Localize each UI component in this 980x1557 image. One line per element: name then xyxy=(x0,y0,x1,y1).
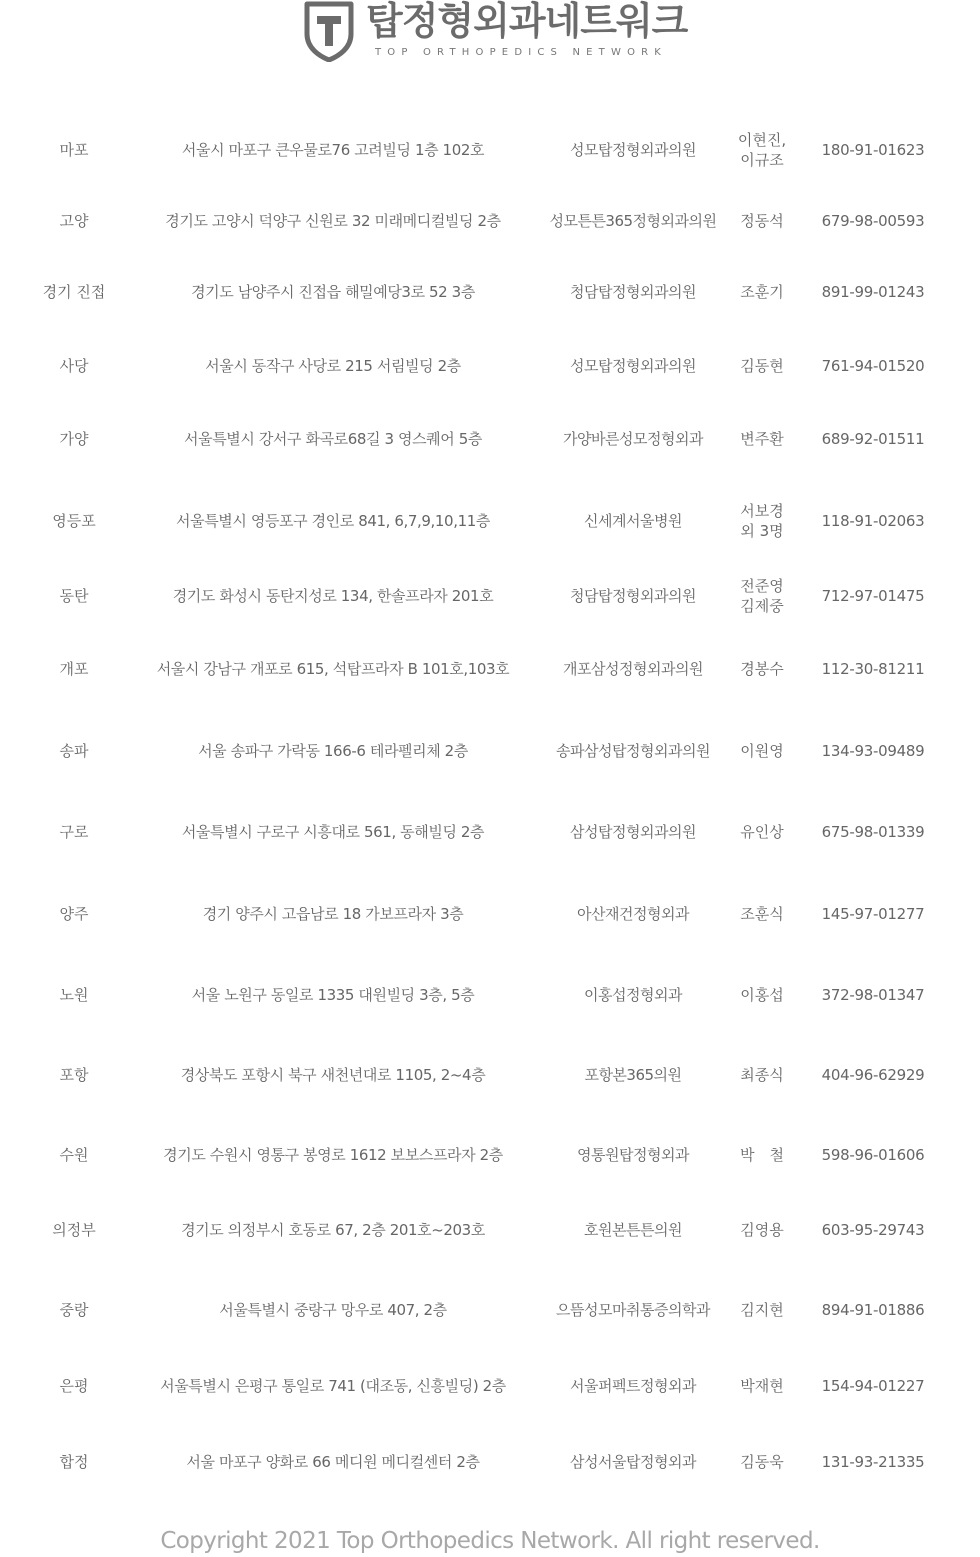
clinic-name-cell: 송파삼성탑정형외과의원 xyxy=(556,742,710,760)
region-cell: 고양 xyxy=(59,212,89,230)
registration-number-cell: 712-97-01475 xyxy=(821,587,925,605)
doctor-cell: 이현진, 이규조 xyxy=(737,131,787,169)
region-cell: 은평 xyxy=(59,1377,89,1395)
region-cell: 송파 xyxy=(59,742,89,760)
region-cell: 마포 xyxy=(59,141,89,159)
address-cell: 경기도 수원시 영통구 봉영로 1612 보보스프라자 2층 xyxy=(163,1146,503,1164)
clinic-name-cell: 성모탑정형외과의원 xyxy=(570,141,696,159)
region-cell: 가양 xyxy=(59,430,89,448)
address-cell: 경기도 화성시 동탄지성로 134, 한솔프라자 201호 xyxy=(172,587,494,605)
doctor-cell: 전준영 김제중 xyxy=(740,577,784,615)
clinic-name-cell: 이홍섭정형외과 xyxy=(584,986,682,1004)
registration-number-cell: 598-96-01606 xyxy=(821,1146,925,1164)
clinic-name-cell: 성모탑정형외과의원 xyxy=(570,357,696,375)
registration-number-cell: 675-98-01339 xyxy=(821,823,925,841)
region-cell: 사당 xyxy=(59,357,89,375)
doctor-cell: 박 철 xyxy=(740,1146,784,1164)
clinic-name-cell: 아산재건정형외과 xyxy=(577,905,689,923)
doctor-cell: 김영용 xyxy=(740,1221,784,1239)
address-cell: 서울특별시 중랑구 망우로 407, 2층 xyxy=(219,1301,447,1319)
site-header xyxy=(0,0,980,64)
region-cell: 합정 xyxy=(59,1453,89,1471)
registration-number-cell: 689-92-01511 xyxy=(821,430,925,448)
region-cell: 의정부 xyxy=(52,1221,96,1239)
address-cell: 서울특별시 은평구 통일로 741 (대조동, 신흥빌딩) 2층 xyxy=(160,1377,506,1395)
doctor-cell: 이홍섭 xyxy=(740,986,784,1004)
brand-subtitle: TOP ORTHOPEDICS NETWORK xyxy=(375,47,668,58)
clinic-name-cell: 으뜸성모마취통증의학과 xyxy=(556,1301,710,1319)
doctor-cell: 이원영 xyxy=(740,742,784,760)
address-cell: 경기도 남양주시 진접읍 해밀예당3로 52 3층 xyxy=(191,283,475,301)
address-cell: 서울 노원구 동일로 1335 대원빌딩 3층, 5층 xyxy=(191,986,475,1004)
clinic-name-cell: 삼성서울탑정형외과 xyxy=(570,1453,696,1471)
region-cell: 개포 xyxy=(59,660,89,678)
doctor-cell: 유인상 xyxy=(740,823,784,841)
registration-number-cell: 679-98-00593 xyxy=(821,212,925,230)
address-cell: 서울 송파구 가락동 166-6 테라펠리체 2층 xyxy=(198,742,468,760)
doctor-cell: 김동현 xyxy=(740,357,784,375)
doctor-cell: 김지현 xyxy=(740,1301,784,1319)
region-cell: 양주 xyxy=(59,905,89,923)
registration-number-cell: 145-97-01277 xyxy=(821,905,925,923)
address-cell: 서울특별시 영등포구 경인로 841, 6,7,9,10,11층 xyxy=(176,512,490,530)
clinic-name-cell: 성모튼튼365정형외과의원 xyxy=(549,212,717,230)
clinic-name-cell: 호원본튼튼의원 xyxy=(584,1221,682,1239)
brand-title: 탑정형외과네트워크 xyxy=(366,0,688,43)
address-cell: 서울시 마포구 큰우물로76 고려빌딩 1층 102호 xyxy=(181,141,485,159)
registration-number-cell: 134-93-09489 xyxy=(821,742,925,760)
address-cell: 서울 마포구 양화로 66 메디원 메디컬센터 2층 xyxy=(186,1453,480,1471)
address-cell: 서울시 동작구 사당로 215 서림빌딩 2층 xyxy=(205,357,461,375)
registration-number-cell: 118-91-02063 xyxy=(821,512,925,530)
doctor-cell: 조훈기 xyxy=(740,283,784,301)
doctor-cell: 김동욱 xyxy=(740,1453,784,1471)
address-cell: 경기도 의정부시 호동로 67, 2층 201호~203호 xyxy=(181,1221,485,1239)
clinic-name-cell: 개포삼성정형외과의원 xyxy=(563,660,703,678)
registration-number-cell: 131-93-21335 xyxy=(821,1453,925,1471)
address-cell: 서울특별시 구로구 시흥대로 561, 동해빌딩 2층 xyxy=(181,823,485,841)
registration-number-cell: 154-94-01227 xyxy=(821,1377,925,1395)
region-cell: 구로 xyxy=(59,823,89,841)
address-cell: 서울시 강남구 개포로 615, 석탑프라자 B 101호,103호 xyxy=(156,660,510,678)
registration-number-cell: 894-91-01886 xyxy=(821,1301,925,1319)
registration-number-cell: 180-91-01623 xyxy=(821,141,925,159)
shield-t-icon xyxy=(303,0,355,62)
region-cell: 노원 xyxy=(59,986,89,1004)
doctor-cell: 박재현 xyxy=(740,1377,784,1395)
clinic-name-cell: 영통원탑정형외과 xyxy=(577,1146,689,1164)
doctor-cell: 조훈식 xyxy=(740,905,784,923)
registration-number-cell: 404-96-62929 xyxy=(821,1066,925,1084)
copyright-text: Copyright 2021 Top Orthopedics Network. All right reserved. xyxy=(160,1528,820,1554)
registration-number-cell: 891-99-01243 xyxy=(821,283,925,301)
registration-number-cell: 603-95-29743 xyxy=(821,1221,925,1239)
clinic-name-cell: 서울퍼펙트정형외과 xyxy=(570,1377,696,1395)
doctor-cell: 최종식 xyxy=(740,1066,784,1084)
clinic-name-cell: 삼성탑정형외과의원 xyxy=(570,823,696,841)
doctor-cell: 변주환 xyxy=(740,430,784,448)
clinic-name-cell: 청담탑정형외과의원 xyxy=(570,587,696,605)
clinic-name-cell: 신세계서울병원 xyxy=(584,512,682,530)
address-cell: 경기 양주시 고읍남로 18 가보프라자 3층 xyxy=(202,905,464,923)
region-cell: 중랑 xyxy=(59,1301,89,1319)
registration-number-cell: 112-30-81211 xyxy=(821,660,925,678)
doctor-cell: 경봉수 xyxy=(740,660,784,678)
region-cell: 포항 xyxy=(59,1066,89,1084)
clinic-name-cell: 청담탑정형외과의원 xyxy=(570,283,696,301)
region-cell: 동탄 xyxy=(59,587,89,605)
doctor-cell: 정동석 xyxy=(740,212,784,230)
registration-number-cell: 761-94-01520 xyxy=(821,357,925,375)
clinic-name-cell: 포항본365의원 xyxy=(584,1066,682,1084)
address-cell: 경기도 고양시 덕양구 신원로 32 미래메디컬빌딩 2층 xyxy=(165,212,501,230)
address-cell: 서울특별시 강서구 화곡로68길 3 영스퀘어 5층 xyxy=(184,430,482,448)
clinic-name-cell: 가양바른성모정형외과 xyxy=(563,430,703,448)
registration-number-cell: 372-98-01347 xyxy=(821,986,925,1004)
address-cell: 경상북도 포항시 북구 새천년대로 1105, 2~4층 xyxy=(180,1066,486,1084)
doctor-cell: 서보경 외 3명 xyxy=(740,502,784,540)
region-cell: 영등포 xyxy=(52,512,96,530)
region-cell: 수원 xyxy=(59,1146,89,1164)
region-cell: 경기 진접 xyxy=(42,283,106,301)
